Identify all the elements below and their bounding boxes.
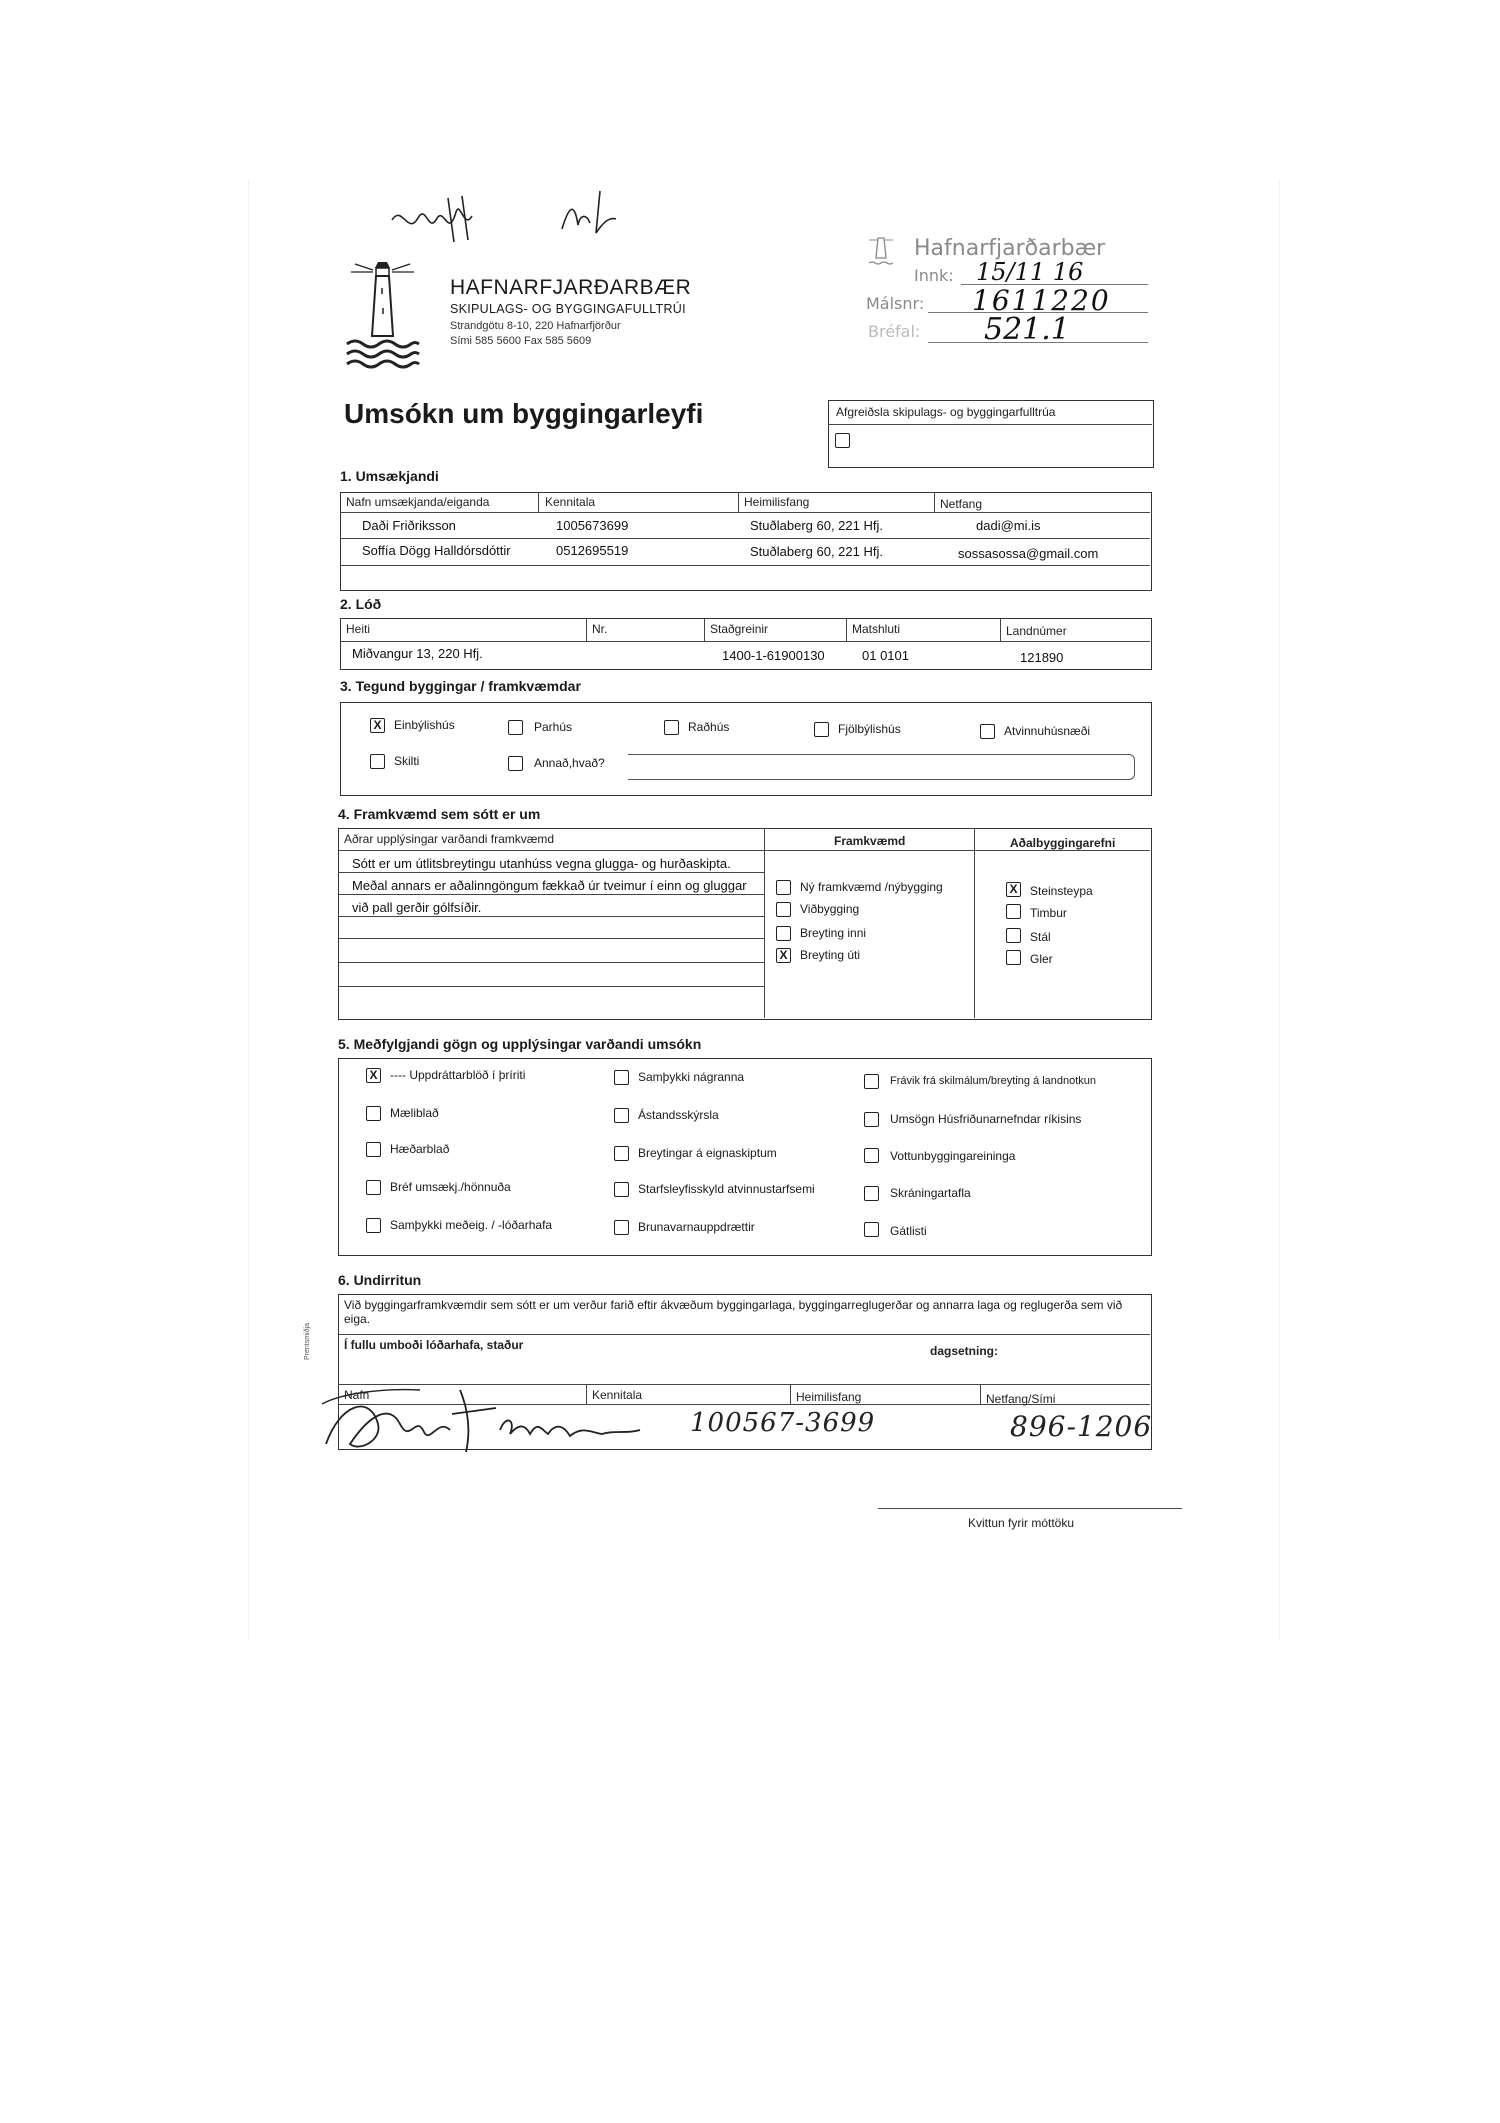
work-description-line[interactable]: Sótt er um útlitsbreytingu utanhúss vegna glugga- og hurðaskipta. xyxy=(352,856,731,871)
checkbox-einbylishus[interactable]: X xyxy=(370,718,385,733)
afgreidsla-label: Afgreiðsla skipulags- og byggingarfulltrúa xyxy=(836,405,1056,419)
checkbox-gatlisti[interactable] xyxy=(864,1222,879,1237)
lot-matshluti[interactable]: 01 0101 xyxy=(862,648,909,663)
label-steinsteypa: Steinsteypa xyxy=(1030,884,1093,898)
checkbox-annad[interactable] xyxy=(508,756,523,771)
signature-statement: Við byggingarframkvæmdir sem sótt er um verður farið eftir ákvæðum byggingarlaga, byggingarreglugerðar og annarra laga og reglugerða sem við eiga. xyxy=(344,1298,1123,1326)
label-atvinnuhusnaedi: Atvinnuhúsnæði xyxy=(1004,724,1091,738)
checkbox-husfridun[interactable] xyxy=(864,1112,879,1127)
side-printer-label: Prentsmiðja xyxy=(304,1323,311,1360)
label-radhus: Raðhús xyxy=(688,720,730,734)
applicant-email[interactable]: dadi@mi.is xyxy=(976,518,1041,533)
applicant-kennitala[interactable]: 1005673699 xyxy=(556,518,629,533)
col-kennitala-header: Kennitala xyxy=(545,495,596,509)
checkbox-breyting-inni[interactable] xyxy=(776,926,791,941)
checkbox-haedarblad[interactable] xyxy=(366,1142,381,1157)
checkbox-astandsskyrsla[interactable] xyxy=(614,1108,629,1123)
logo-phone: Sími 585 5600 Fax 585 5609 xyxy=(450,335,592,347)
label-maeliblad: Mæliblað xyxy=(390,1106,439,1120)
section-4-heading: 4. Framkvæmd sem sótt er um xyxy=(338,806,541,822)
applicant-email[interactable]: sossasossa@gmail.com xyxy=(958,546,1099,561)
checkbox-timbur[interactable] xyxy=(1006,904,1021,919)
lot-stadgreinir[interactable]: 1400-1-61900130 xyxy=(722,648,825,663)
label-sampykki-nagranna: Samþykki nágranna xyxy=(638,1070,745,1084)
label-skraningartafla: Skráningartafla xyxy=(890,1186,971,1200)
checkbox-eignaskipti[interactable] xyxy=(614,1146,629,1161)
label-einbylishus: Einbýlishús xyxy=(394,718,455,732)
checkbox-bref[interactable] xyxy=(366,1180,381,1195)
work-description-line[interactable]: Meðal annars er aðalinngöngum fækkað úr tveimur í einn og gluggar xyxy=(352,878,747,893)
checkbox-gler[interactable] xyxy=(1006,950,1021,965)
checkbox-skilti[interactable] xyxy=(370,754,385,769)
col-other-info-header: Aðrar upplýsingar varðandi framkvæmd xyxy=(344,832,555,846)
annad-input[interactable] xyxy=(628,754,1135,780)
label-uppdrattarblod: ---- Uppdráttarblöð í þríriti xyxy=(390,1068,526,1082)
checkbox-sampykki-nagranna[interactable] xyxy=(614,1070,629,1085)
label-gatlisti: Gátlisti xyxy=(890,1224,927,1238)
col-nafn-header: Nafn xyxy=(344,1388,370,1402)
checkbox-vottun[interactable] xyxy=(864,1148,879,1163)
label-vottun: Vottunbyggingareininga xyxy=(890,1149,1016,1163)
signature-scribble xyxy=(388,190,488,250)
kvittun-label: Kvittun fyrir móttöku xyxy=(968,1516,1075,1530)
section-1-heading: 1. Umsækjandi xyxy=(340,468,439,484)
checkbox-parhus[interactable] xyxy=(508,720,523,735)
col-efni-header: Aðalbyggingarefni xyxy=(1010,836,1116,850)
signature-kennitala: 100567-3699 xyxy=(690,1408,876,1438)
label-stal: Stál xyxy=(1030,930,1051,944)
label-ny-framkvaemd: Ný framkvæmd /nýbygging xyxy=(800,880,943,894)
label-parhus: Parhús xyxy=(534,720,573,734)
stamp-innk-value: 15/11 16 xyxy=(976,258,1084,286)
lot-landnumer[interactable]: 121890 xyxy=(1020,650,1064,665)
label-starfsleyfi: Starfsleyfisskyld atvinnustarfsemi xyxy=(638,1182,815,1196)
applicant-signature xyxy=(320,1374,660,1464)
label-sampykki-medeig: Samþykki meðeig. / -lóðarhafa xyxy=(390,1218,553,1232)
label-fjolbylishus: Fjölbýlishús xyxy=(838,722,901,736)
applicant-kennitala[interactable]: 0512695519 xyxy=(556,543,629,558)
label-husfridun: Umsögn Húsfriðunarnefndar ríkisins xyxy=(890,1112,1082,1126)
label-fravik: Frávik frá skilmálum/breyting á landnotkun xyxy=(890,1075,1097,1087)
logo-dept: SKIPULAGS- OG BYGGINGAFULLTRÚI xyxy=(450,302,686,316)
checkbox-atvinnuhusnaedi[interactable] xyxy=(980,724,995,739)
col-framkvaemd-header: Framkvæmd xyxy=(834,834,906,848)
lot-heiti[interactable]: Miðvangur 13, 220 Hfj. xyxy=(352,646,483,661)
checkbox-skraningartafla[interactable] xyxy=(864,1186,879,1201)
col-heimilisfang-header: Heimilisfang xyxy=(796,1390,862,1404)
checkbox-brunavarnir[interactable] xyxy=(614,1220,629,1235)
checkbox-breyting-uti[interactable]: X xyxy=(776,948,791,963)
label-haedarblad: Hæðarblað xyxy=(390,1142,450,1156)
form-title: Umsókn um byggingarleyfi xyxy=(344,398,704,429)
col-nr-header: Nr. xyxy=(592,622,608,636)
logo-address: Strandgötu 8-10, 220 Hafnarfjörður xyxy=(450,320,621,332)
logo-org: HAFNARFJARÐARBÆR xyxy=(450,276,692,299)
label-timbur: Timbur xyxy=(1030,906,1067,920)
afgreidsla-checkbox[interactable] xyxy=(835,433,850,448)
col-kennitala-header: Kennitala xyxy=(592,1388,643,1402)
work-description-line[interactable]: við pall gerðir gólfsíðir. xyxy=(352,900,482,915)
label-breyting-uti: Breyting úti xyxy=(800,948,861,962)
col-name-header: Nafn umsækjanda/eiganda xyxy=(346,495,490,509)
label-annad: Annað,hvað? xyxy=(534,756,605,770)
label-astandsskyrsla: Ástandsskýrsla xyxy=(638,1108,719,1122)
col-landnumer-header: Landnúmer xyxy=(1006,624,1067,638)
col-heimilisfang-header: Heimilisfang xyxy=(744,495,810,509)
col-stadgreinir-header: Staðgreinir xyxy=(710,622,769,636)
lighthouse-icon xyxy=(345,258,420,373)
applicant-name[interactable]: Soffía Dögg Halldórsdóttir xyxy=(362,543,511,558)
building-type-box xyxy=(340,702,1152,796)
label-bref: Bréf umsækj./hönnuða xyxy=(390,1180,511,1194)
applicant-name[interactable]: Daði Friðriksson xyxy=(362,518,456,533)
applicant-address[interactable]: Stuðlaberg 60, 221 Hfj. xyxy=(750,518,883,533)
checkbox-steinsteypa[interactable]: X xyxy=(1006,882,1021,897)
section-3-heading: 3. Tegund byggingar / framkvæmdar xyxy=(340,678,581,694)
stamp-lighthouse-icon xyxy=(868,234,894,268)
col-netfang-simi-header: Netfang/Sími xyxy=(986,1392,1056,1406)
label-brunavarnir: Brunavarnauppdrættir xyxy=(638,1220,755,1234)
checkbox-ny-framkvaemd[interactable] xyxy=(776,880,791,895)
checkbox-radhus[interactable] xyxy=(664,720,679,735)
section-5-heading: 5. Meðfylgjandi gögn og upplýsingar varðandi umsókn xyxy=(338,1036,702,1052)
checkbox-starfsleyfi[interactable] xyxy=(614,1182,629,1197)
umbod-label: Í fullu umboði lóðarhafa, staður xyxy=(344,1338,524,1352)
label-eignaskipti: Breytingar á eignaskiptum xyxy=(638,1146,777,1160)
col-heiti-header: Heiti xyxy=(346,622,371,636)
checkbox-fjolbylishus[interactable] xyxy=(814,722,829,737)
label-vidbygging: Viðbygging xyxy=(800,902,860,916)
stamp-innk-label: Innk: xyxy=(914,266,954,285)
label-breyting-inni: Breyting inni xyxy=(800,926,867,940)
stamp-malsnr-value: 1611220 xyxy=(972,284,1111,317)
section-6-heading: 6. Undirritun xyxy=(338,1272,422,1288)
col-matshluti-header: Matshluti xyxy=(852,622,901,636)
applicant-address[interactable]: Stuðlaberg 60, 221 Hfj. xyxy=(750,544,883,559)
receipt-stamp xyxy=(866,232,1148,352)
checkbox-stal[interactable] xyxy=(1006,928,1021,943)
dagsetning-label: dagsetning: xyxy=(930,1344,998,1358)
checkbox-fravik[interactable] xyxy=(864,1074,879,1089)
checkbox-maeliblad[interactable] xyxy=(366,1106,381,1121)
stamp-brefal-label: Bréfal: xyxy=(868,322,921,341)
signature-phone: 896-1206 xyxy=(1010,1410,1153,1443)
checkbox-uppdrattarblod[interactable]: X xyxy=(366,1068,381,1083)
stamp-org: Hafnarfjarðarbær xyxy=(914,236,1106,261)
stamp-malsnr-label: Málsnr: xyxy=(866,294,925,313)
section-2-heading: 2. Lóð xyxy=(340,596,382,612)
initials-scribble xyxy=(556,185,626,240)
stamp-brefal-value: 521.1 xyxy=(984,312,1070,347)
col-netfang-header: Netfang xyxy=(940,497,983,511)
label-gler: Gler xyxy=(1030,952,1053,966)
label-skilti: Skilti xyxy=(394,754,420,768)
checkbox-sampykki-medeig[interactable] xyxy=(366,1218,381,1233)
checkbox-vidbygging[interactable] xyxy=(776,902,791,917)
